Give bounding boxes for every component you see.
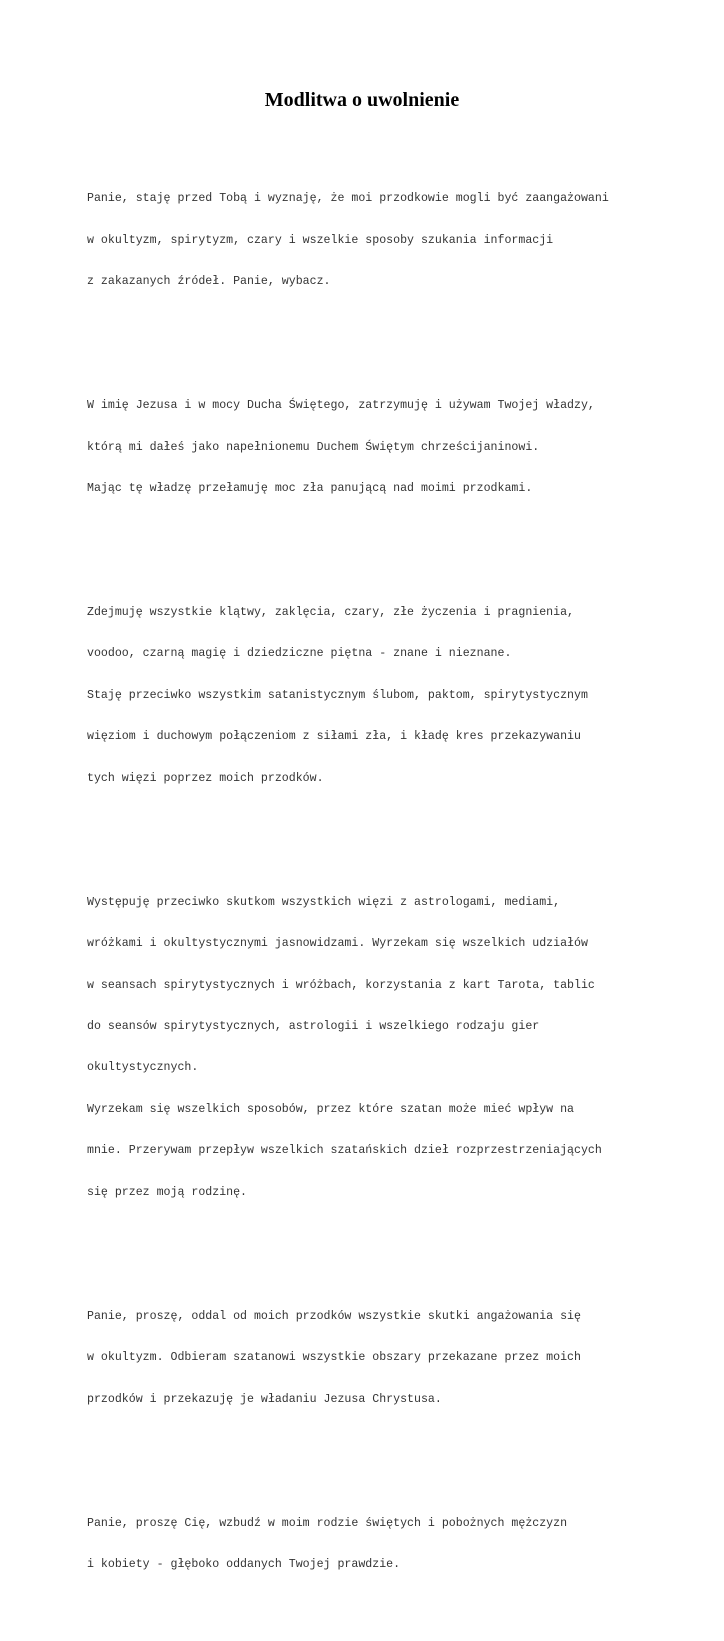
text-line: okultystycznych. bbox=[87, 1061, 199, 1075]
text-line: W imię Jezusa i w mocy Ducha Świętego, zatrzymuję i używam Twojej władzy, bbox=[87, 399, 595, 413]
text-line: którą mi dałeś jako napełnionemu Duchem Świętym chrześcijaninowi. bbox=[87, 440, 540, 454]
text-line: się przez moją rodzinę. bbox=[87, 1185, 248, 1199]
paragraph-3 bbox=[87, 579, 707, 814]
text-line: wróżkami i okultystycznymi jasnowidzami. Wyrzekam się wszelkich udziałów bbox=[87, 937, 588, 951]
text-line: w seansach spirytystycznych i wróżbach, korzystania z kart Tarota, tablic bbox=[87, 978, 595, 992]
text-line: Staję przeciwko wszystkim satanistycznym ślubom, paktom, spirytystycznym bbox=[87, 688, 588, 702]
text-line: w okultyzm, spirytyzm, czary i wszelkie sposoby szukania informacji bbox=[87, 233, 554, 247]
text-line: Panie, staję przed Tobą i wyznaję, że moi przodkowie mogli być zaangażowani bbox=[87, 192, 609, 206]
text-line: więziom i duchowym połączeniom z siłami zła, i kładę kres przekazywaniu bbox=[87, 730, 581, 744]
text-line: Występuję przeciwko skutkom wszystkich więzi z astrologami, mediami, bbox=[87, 895, 561, 909]
text-line: Mając tę władzę przełamuję moc zła panującą nad moimi przodkami. bbox=[87, 481, 533, 495]
text-line: Panie, proszę, oddal od moich przodków wszystkie skutki angażowania się bbox=[87, 1309, 581, 1323]
text-line: Panie, proszę Cię, wzbudź w moim rodzie świętych i pobożnych mężczyzn bbox=[87, 1516, 568, 1530]
text-line: do seansów spirytystycznych, astrologii i wszelkiego rodzaju gier bbox=[87, 1020, 540, 1033]
text-line: Wyrzekam się wszelkich sposobów, przez które szatan może mieć wpływ na bbox=[87, 1102, 575, 1116]
text-line: przodków i przekazuję je władaniu Jezusa Chrystusa. bbox=[87, 1392, 442, 1406]
text-line: Zdejmuję wszystkie klątwy, zaklęcia, czary, złe życzenia i pragnienia, bbox=[87, 606, 575, 620]
paragraph-6 bbox=[87, 1489, 707, 1599]
text-line: mnie. Przerywam przepływ wszelkich szatańskich dzieł rozprzestrzeniających bbox=[87, 1144, 602, 1158]
text-line: voodoo, czarną magię i dziedziczne piętna - znane i nieznane. bbox=[87, 647, 512, 661]
paragraph-4 bbox=[87, 868, 707, 1227]
paragraph-5 bbox=[87, 1282, 707, 1434]
text-line: w okultyzm. Odbieram szatanowi wszystkie obszary przekazane przez moich bbox=[87, 1351, 581, 1365]
paragraph-2 bbox=[87, 372, 707, 524]
document-body bbox=[87, 137, 707, 1641]
paragraph-1 bbox=[87, 165, 707, 317]
document-title: Modlitwa o uwolnienie bbox=[264, 89, 460, 111]
text-line: tych więzi poprzez moich przodków. bbox=[87, 771, 324, 785]
text-line: z zakazanych źródeł. Panie, wybacz. bbox=[87, 274, 331, 288]
text-line: i kobiety - głęboko oddanych Twojej prawdzie. bbox=[87, 1558, 401, 1572]
